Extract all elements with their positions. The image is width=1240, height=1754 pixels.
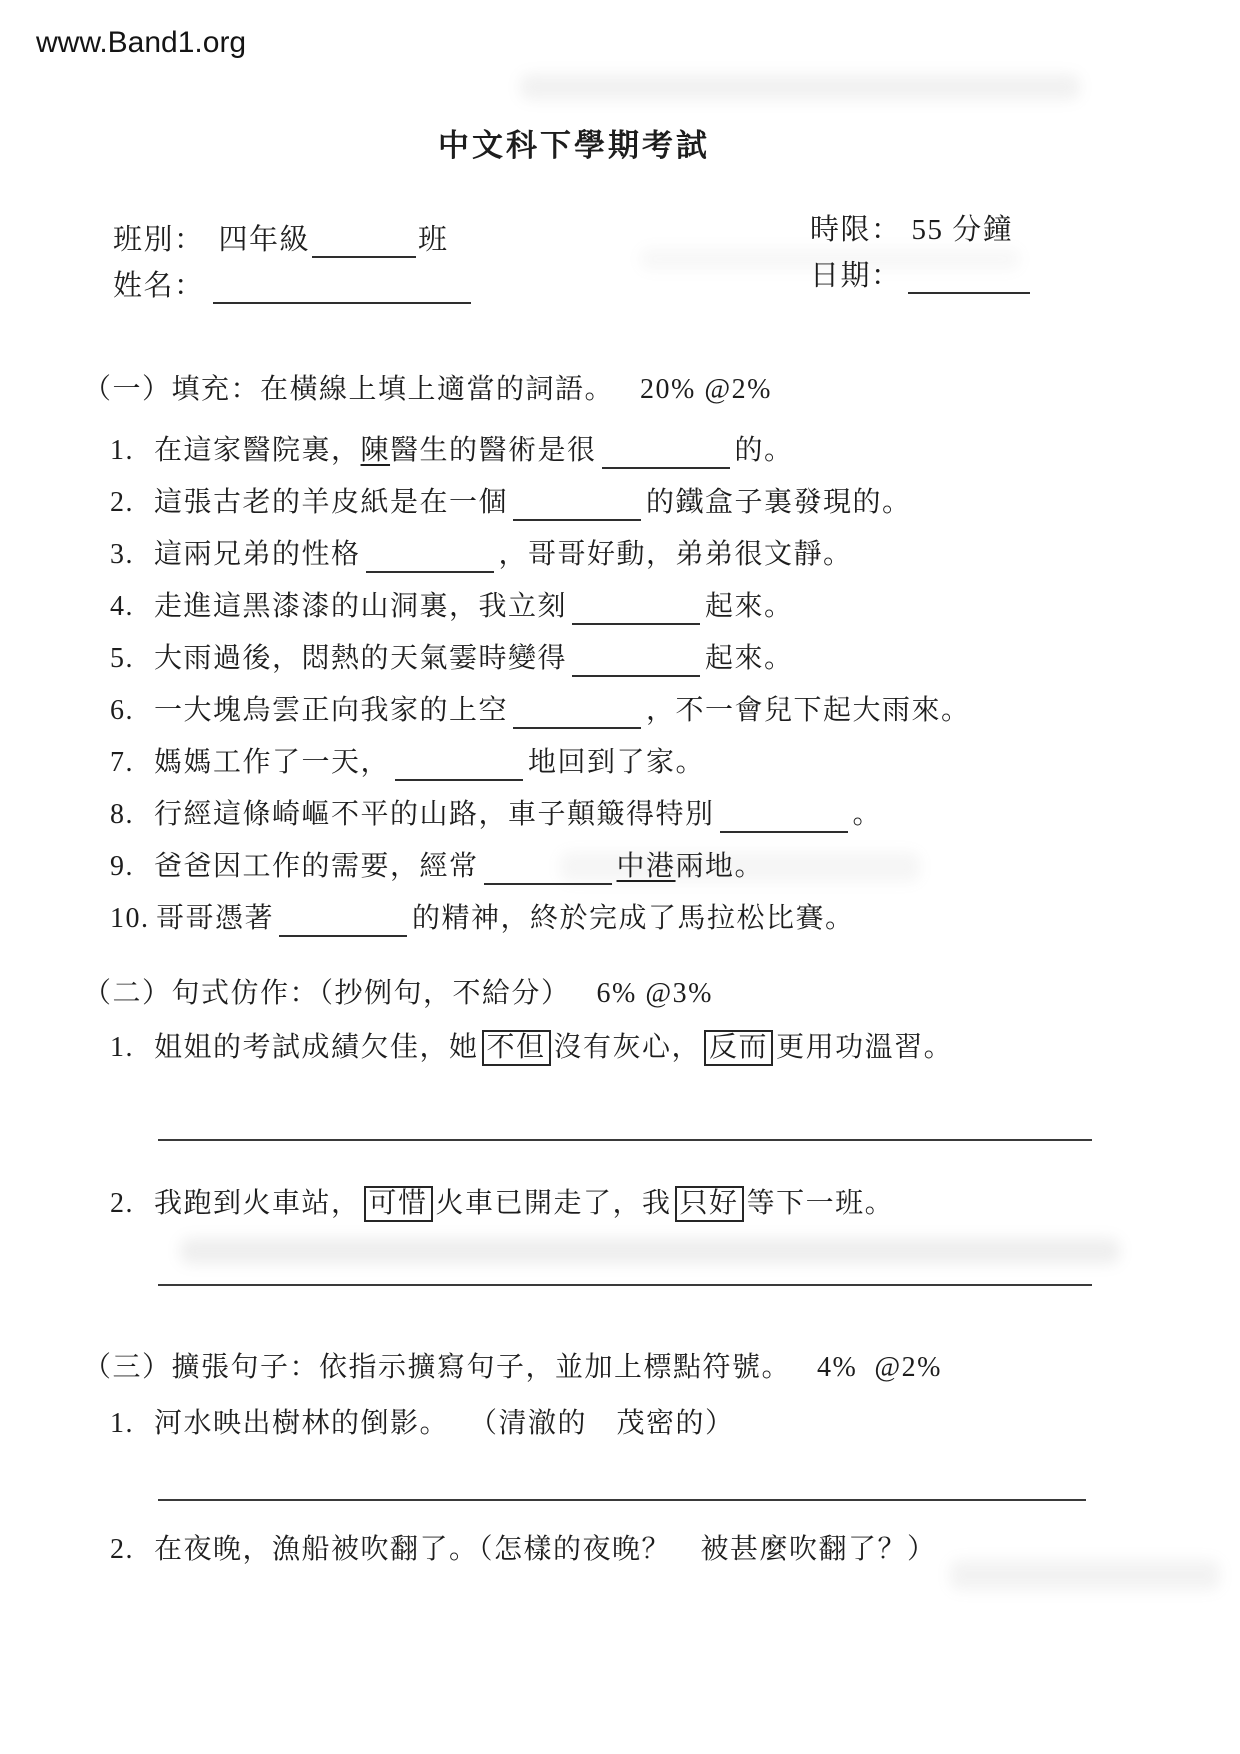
- question-text: 的鐵盒子裏發現的。: [646, 487, 912, 518]
- question-text: 爸爸因工作的需要，經常: [154, 851, 479, 882]
- boxed-word: 可惜: [364, 1186, 433, 1222]
- boxed-word: 不但: [482, 1030, 551, 1066]
- question-row: [110, 1406, 735, 1442]
- time-limit-row: [810, 212, 1013, 248]
- class-label: 班別：: [113, 224, 205, 256]
- question-text: 一大塊烏雲正向我家的上空: [154, 695, 509, 726]
- name-field-row: [113, 268, 476, 304]
- question-row: [110, 849, 764, 885]
- question-text: 這張古老的羊皮紙是在一個: [154, 487, 509, 518]
- question-hint: （清澈的 茂密的）: [483, 1408, 735, 1439]
- question-row: [110, 745, 705, 781]
- site-watermark: www.Band1.org: [36, 26, 247, 59]
- fill-blank: [484, 855, 612, 885]
- question-text: ，哥哥好動，弟弟很文靜。: [498, 539, 853, 570]
- class-value: 四年級: [218, 224, 311, 256]
- question-text: ，不一會兒下起大雨來。: [646, 695, 971, 726]
- question-row: [110, 901, 855, 937]
- answer-line: [158, 1139, 1092, 1141]
- question-text: 醫生的醫術是很: [390, 435, 597, 466]
- section-score: 4% @2%: [817, 1352, 942, 1383]
- fill-blank: [513, 699, 641, 729]
- page-title: 中文科下學期考試: [438, 128, 710, 163]
- scan-artifact: [180, 1238, 1120, 1264]
- question-text: 地回到了家。: [528, 747, 706, 778]
- underlined-word: 陳: [360, 435, 391, 466]
- fill-blank: [395, 751, 523, 781]
- question-text: 姐姐的考試成績欠佳，她: [154, 1032, 479, 1063]
- class-suffix: 班: [418, 224, 449, 256]
- time-limit-label: 時限：: [810, 214, 902, 246]
- section-score: 6% @3%: [596, 978, 713, 1009]
- fill-blank: [572, 647, 700, 677]
- question-text: 等下一班。: [746, 1188, 895, 1219]
- fill-blank: [513, 491, 641, 521]
- question-row: [110, 589, 794, 625]
- question-text: 。: [852, 799, 883, 830]
- fill-blank: [279, 907, 407, 937]
- question-row: [110, 693, 971, 729]
- boxed-word: 只好: [675, 1186, 744, 1222]
- question-text: 更用功溫習。: [776, 1032, 954, 1063]
- question-text: 兩地。: [675, 851, 765, 882]
- question-number: 4.: [110, 591, 134, 622]
- question-text: 媽媽工作了一天，: [154, 747, 391, 778]
- question-number: 7.: [110, 747, 134, 778]
- question-text: 在夜晚，漁船被吹翻了。: [154, 1534, 479, 1565]
- question-number: 2.: [110, 1534, 134, 1565]
- fill-blank: [572, 595, 700, 625]
- section-score: 20% @2%: [640, 374, 772, 405]
- question-hint: （怎樣的夜晚？ 被甚麼吹翻了？）: [478, 1534, 937, 1565]
- question-row: [110, 1186, 894, 1222]
- date-field-row: [810, 258, 1035, 294]
- date-fill-blank: [908, 264, 1030, 294]
- question-text: 的精神，終於完成了馬拉松比賽。: [412, 903, 855, 934]
- question-row: [110, 433, 794, 469]
- section3-heading-row: [83, 1350, 942, 1386]
- question-text: 我跑到火車站，: [154, 1188, 361, 1219]
- name-label: 姓名：: [113, 270, 205, 302]
- question-text: 走進這黑漆漆的山洞裏，我立刻: [154, 591, 568, 622]
- scan-artifact: [950, 1560, 1220, 1590]
- question-text: 沒有灰心，: [553, 1032, 702, 1063]
- date-label: 日期：: [810, 260, 902, 292]
- question-number: 2.: [110, 1188, 134, 1219]
- question-number: 2.: [110, 487, 134, 518]
- question-number: 8.: [110, 799, 134, 830]
- class-fill-blank: [312, 228, 416, 258]
- scan-artifact: [520, 74, 1080, 100]
- fill-blank: [602, 439, 730, 469]
- fill-blank: [720, 803, 848, 833]
- question-text: 大雨過後，悶熱的天氣霎時變得: [154, 643, 568, 674]
- question-number: 1.: [110, 435, 134, 466]
- time-limit-value: 55 分鐘: [911, 214, 1014, 246]
- name-fill-blank: [213, 274, 471, 304]
- section1-heading-row: [83, 372, 772, 408]
- question-number: 1.: [110, 1032, 134, 1063]
- question-text: 哥哥憑著: [156, 903, 275, 934]
- section2-heading-row: [83, 976, 713, 1012]
- question-row: [110, 537, 853, 573]
- question-row: [110, 485, 912, 521]
- section-heading: （一）填充：在橫線上填上適當的詞語。: [83, 374, 615, 405]
- question-text: 起來。: [705, 643, 794, 674]
- question-row: [110, 1532, 937, 1568]
- question-number: 1.: [110, 1408, 134, 1439]
- question-number: 10.: [110, 903, 150, 934]
- answer-line: [158, 1499, 1086, 1501]
- question-number: 6.: [110, 695, 134, 726]
- answer-line: [158, 1284, 1092, 1286]
- question-row: [110, 797, 882, 833]
- question-number: 9.: [110, 851, 134, 882]
- question-text: 這兩兄弟的性格: [154, 539, 361, 570]
- class-field-row: [113, 222, 449, 258]
- question-row: [110, 1030, 953, 1066]
- question-text: 火車已開走了，我: [435, 1188, 672, 1219]
- question-row: [110, 641, 794, 677]
- underlined-word: 中港: [616, 851, 676, 882]
- question-text: 行經這條崎嶇不平的山路，車子顛簸得特別: [154, 799, 715, 830]
- boxed-word: 反而: [704, 1030, 773, 1066]
- question-number: 5.: [110, 643, 134, 674]
- question-number: 3.: [110, 539, 134, 570]
- question-text: 起來。: [705, 591, 794, 622]
- section-heading: （二）句式仿作：（抄例句，不給分）: [83, 978, 571, 1009]
- section-heading: （三）擴張句子：依指示擴寫句子，並加上標點符號。: [83, 1352, 792, 1383]
- question-text: 的。: [734, 435, 794, 466]
- question-text: 河水映出樹林的倒影。: [154, 1408, 450, 1439]
- question-text: 在這家醫院裏，: [154, 435, 361, 466]
- fill-blank: [366, 543, 494, 573]
